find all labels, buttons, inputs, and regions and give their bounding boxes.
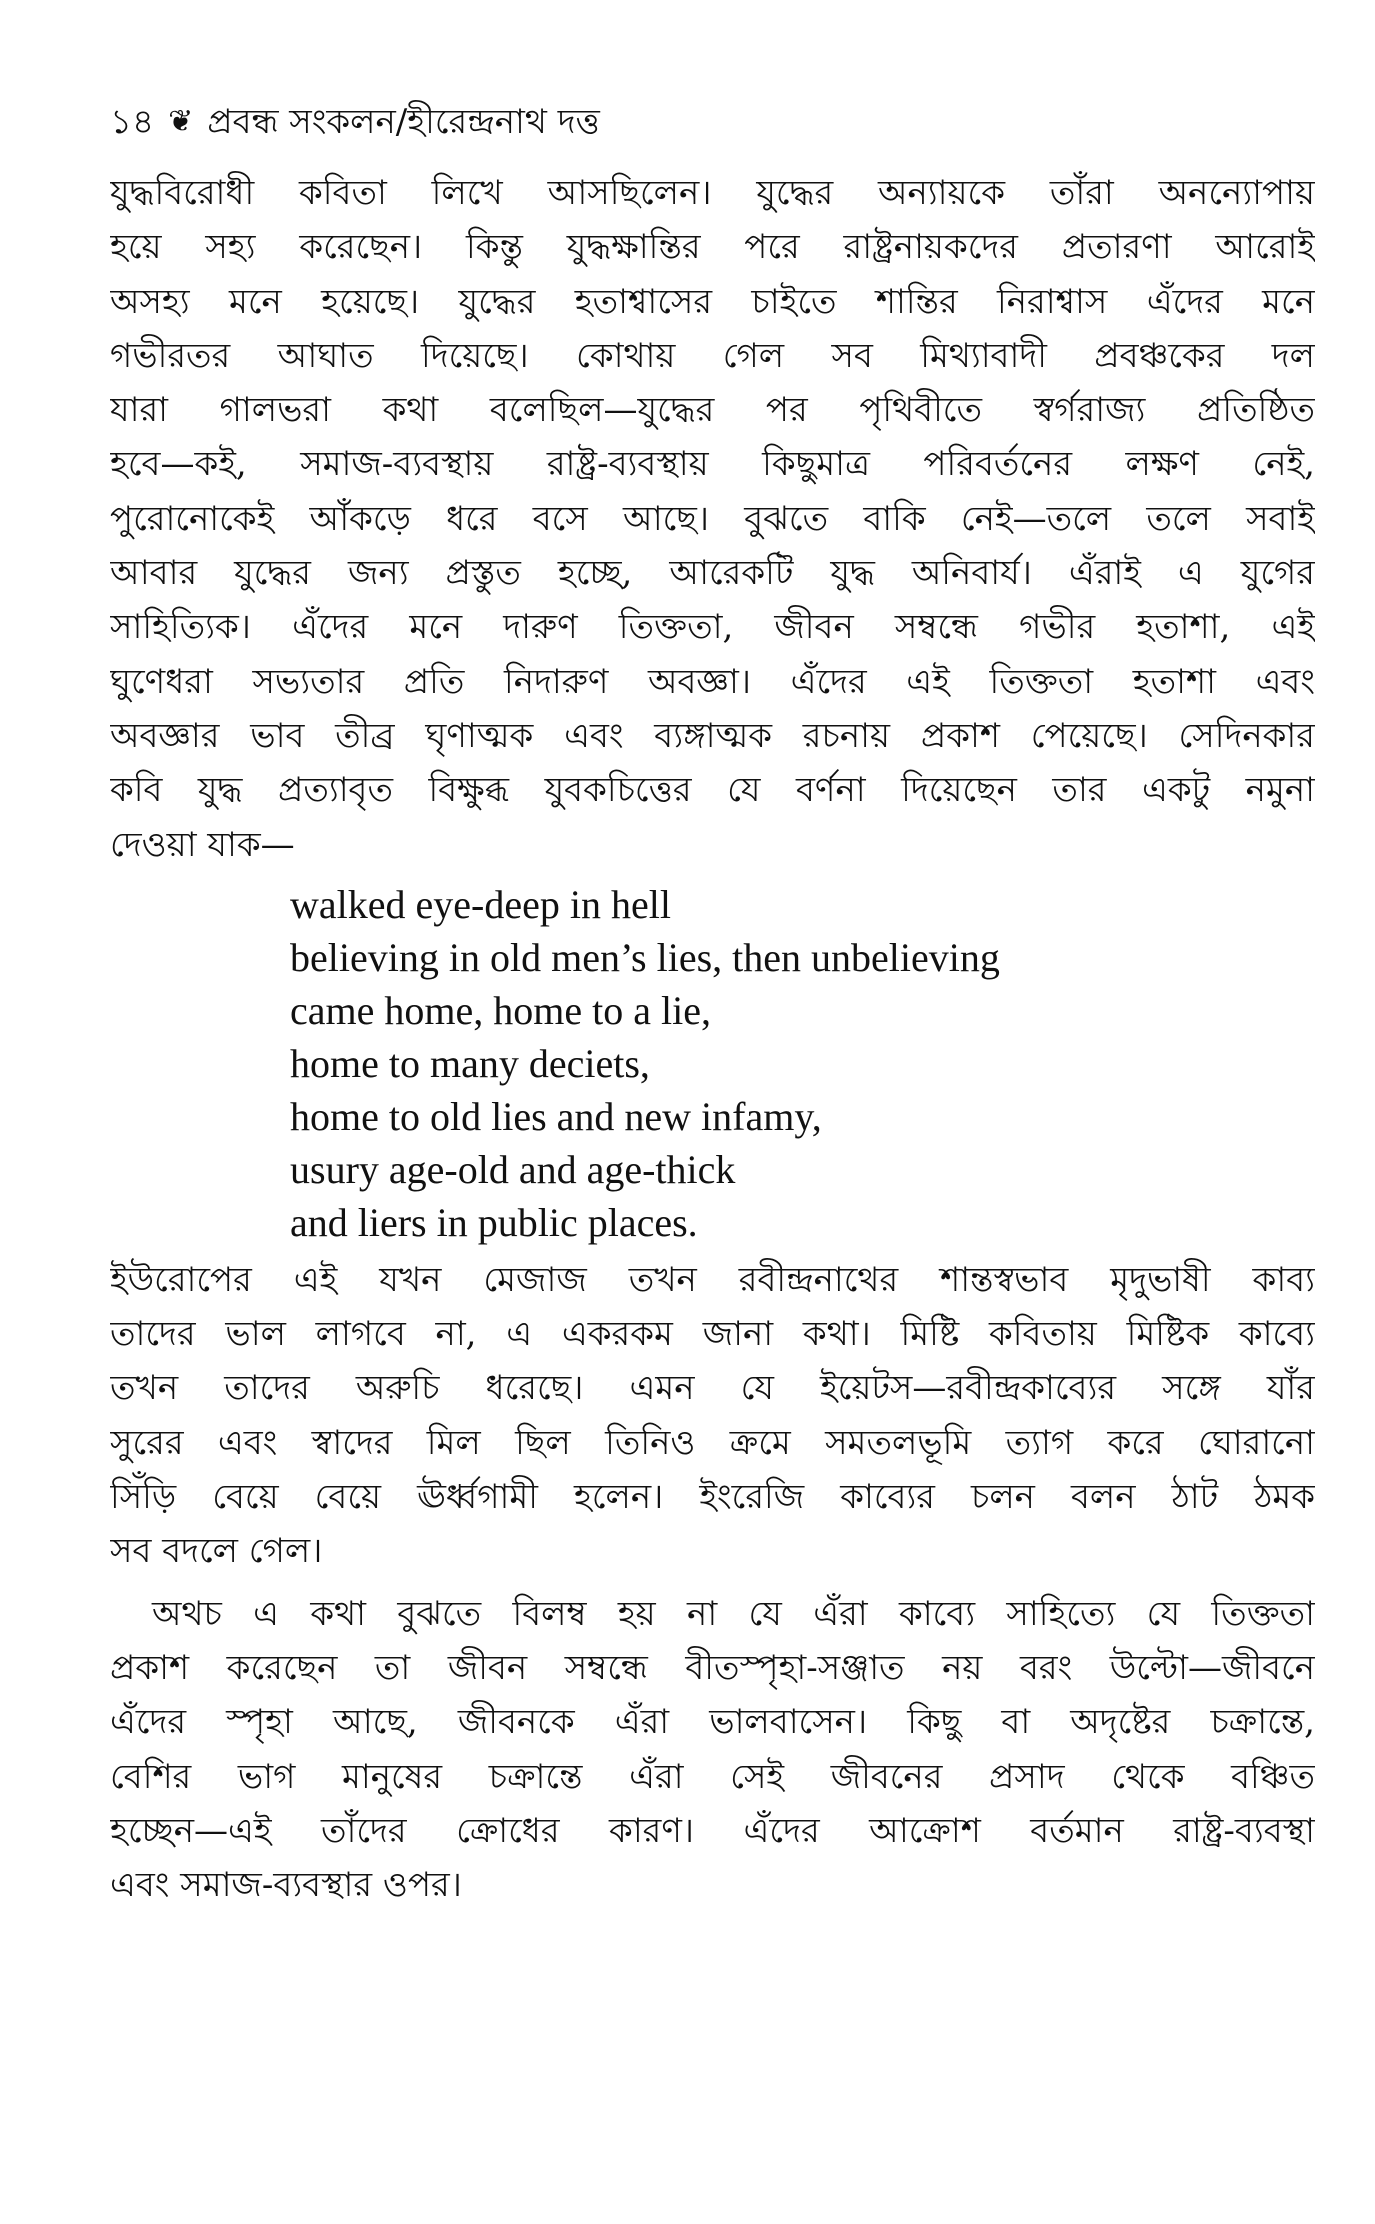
page-number: ১৪ [110,102,155,142]
running-head [110,100,1315,144]
text-line: অবজ্ঞার ভাব তীব্র ঘৃণাত্মক এবং ব্যঙ্গাত্মক রচনায় প্রকাশ পেয়েছে। সেদিনকার [110,715,1315,756]
text-line: কবি যুদ্ধ প্রত্যাবৃত বিক্ষুব্ধ যুবকচিত্তের যে বর্ণনা দিয়েছেন তার একটু নমুনা [110,770,1315,811]
text-line: সব বদলে গেল। [110,1531,323,1572]
text-line: সাহিত্যিক। এঁদের মনে দারুণ তিক্ততা, জীবন সম্বন্ধে গভীর হতাশা, এই [110,607,1315,648]
text-line: এঁদের স্পৃহা আছে, জীবনকে এঁরা ভালবাসেন। কিছু বা অদৃষ্টের চক্রান্তে, [110,1702,1315,1743]
text-line: হয়ে সহ্য করেছেন। কিন্তু যুদ্ধক্ষান্তির পরে রাষ্ট্রনায়কদের প্রতারণা আরোই [110,227,1315,268]
text-line: তখন তাদের অরুচি ধরেছে। এমন যে ইয়েটস—রবীন্দ্রকাব্যের সঙ্গে যাঁর [110,1368,1315,1409]
text-line: আবার যুদ্ধের জন্য প্রস্তুত হচ্ছে, আরেকটি যুদ্ধ অনিবার্য। এঁরাই এ যুগের [110,553,1315,594]
paragraph-3 [110,1587,1315,1913]
running-head-title: প্রবন্ধ সংকলন/হীরেন্দ্রনাথ দত্ত [207,102,600,142]
text-line: সুরের এবং স্বাদের মিল ছিল তিনিও ক্রমে সমতলভূমি ত্যাগ করে ঘোরানো [110,1422,1315,1463]
text-line: গভীরতর আঘাত দিয়েছে। কোথায় গেল সব মিথ্যাবাদী প্রবঞ্চকের দল [110,335,1315,376]
poem-line: home to old lies and new infamy, [290,1093,822,1139]
text-line: এবং সমাজ-ব্যবস্থার ওপর। [110,1865,462,1906]
text-line: সিঁড়ি বেয়ে বেয়ে ঊর্ধ্বগামী হলেন। ইংরেজি কাব্যের চলন বলন ঠাট ঠমক [110,1477,1315,1518]
text-line: পুরোনোকেই আঁকড়ে ধরে বসে আছে। বুঝতে বাকি নেই—তলে তলে সবাই [110,498,1315,539]
paragraph-2 [110,1253,1315,1579]
text-line: ঘুণেধরা সভ্যতার প্রতি নিদারুণ অবজ্ঞা। এঁদের এই তিক্ততা হতাশা এবং [110,661,1315,702]
quoted-poem [110,878,1315,1249]
text-line: প্রকাশ করেছেন তা জীবন সম্বন্ধে বীতস্পৃহা-সঞ্জাত নয় বরং উল্টো—জীবনে [110,1647,1315,1688]
text-line: হবে—কই, সমাজ-ব্যবস্থায় রাষ্ট্র-ব্যবস্থায় কিছুমাত্র পরিবর্তনের লক্ষণ নেই, [110,444,1315,485]
text-line: যারা গালভরা কথা বলেছিল—যুদ্ধের পর পৃথিবীতে স্বর্গরাজ্য প্রতিষ্ঠিত [110,390,1315,431]
paragraph-1 [110,166,1315,872]
text-line: অথচ এ কথা বুঝতে বিলম্ব হয় না যে এঁরা কাব্যে সাহিত্যে যে তিক্ততা [152,1593,1315,1634]
text-line: দেওয়া যাক— [110,824,295,865]
ornament-icon: ❦ [168,104,194,139]
poem-line: walked eye-deep in hell [290,881,671,927]
text-line: বেশির ভাগ মানুষের চক্রান্তে এঁরা সেই জীবনের প্রসাদ থেকে বঞ্চিত [110,1756,1315,1797]
poem-line: usury age-old and age-thick [290,1146,736,1192]
text-line: তাদের ভাল লাগবে না, এ একরকম জানা কথা। মিষ্টি কবিতায় মিষ্টিক কাব্যে [110,1314,1315,1355]
paragraph-spacer [110,1579,1315,1587]
text-line: হচ্ছেন—এই তাঁদের ক্রোধের কারণ। এঁদের আক্রোশ বর্তমান রাষ্ট্র-ব্যবস্থা [110,1810,1315,1851]
poem-line: believing in old men’s lies, then unbelieving [290,934,1000,980]
poem-line: home to many deciets, [290,1040,650,1086]
poem-line: came home, home to a lie, [290,987,711,1033]
text-line: যুদ্ধবিরোধী কবিতা লিখে আসছিলেন। যুদ্ধের অন্যায়কে তাঁরা অনন্যোপায় [110,173,1315,213]
poem-line: and liers in public places. [290,1199,698,1245]
text-line: ইউরোপের এই যখন মেজাজ তখন রবীন্দ্রনাথের শান্তস্বভাব মৃদুভাষী কাব্য [110,1259,1315,1300]
text-line: অসহ্য মনে হয়েছে। যুদ্ধের হতাশ্বাসের চাইতে শান্তির নিরাশ্বাস এঁদের মনে [110,281,1315,322]
